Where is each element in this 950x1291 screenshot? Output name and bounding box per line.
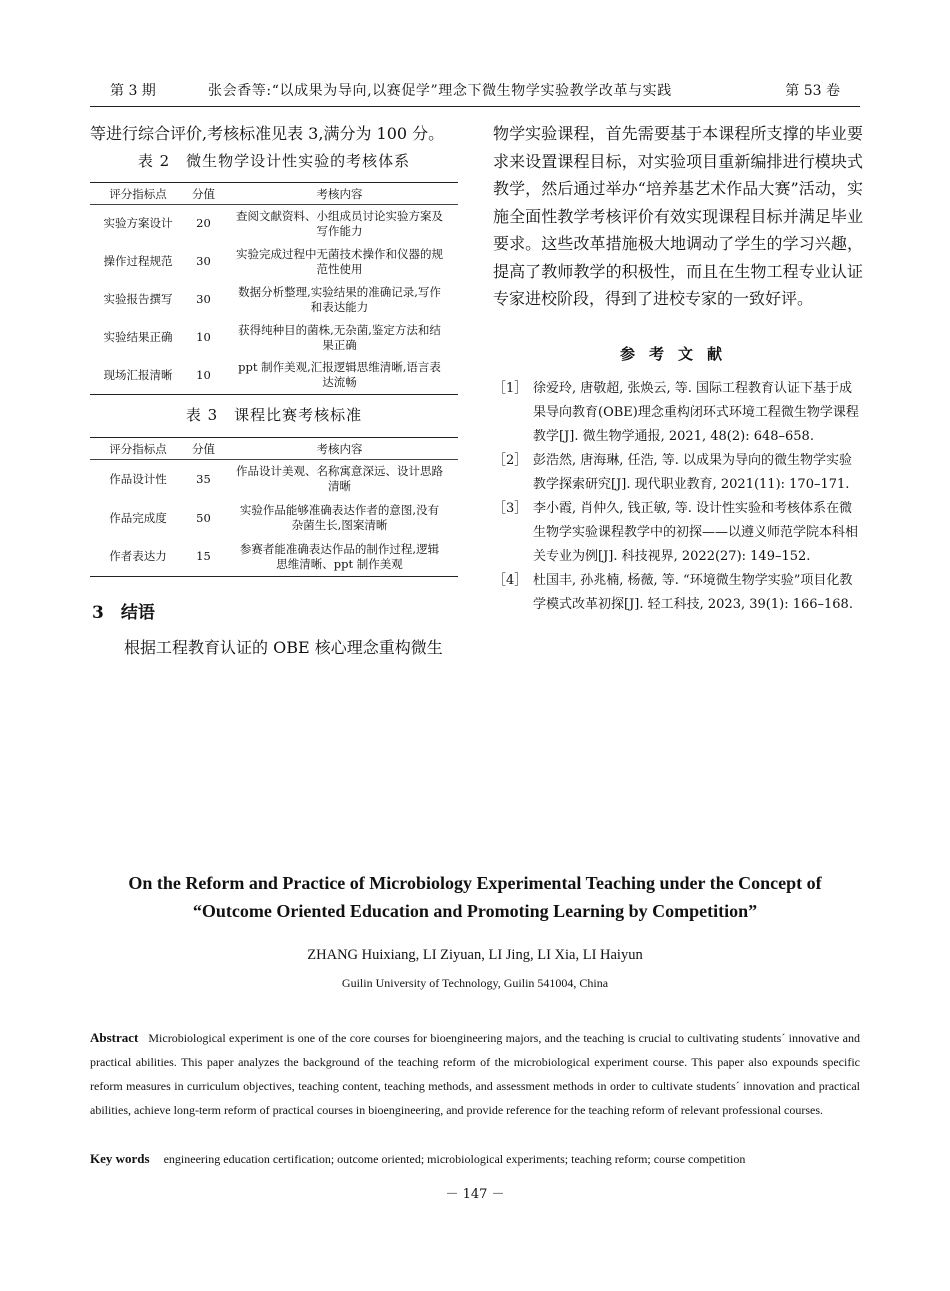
abstract-text: Microbiological experiment is one of the core courses for bioengineering majors, and the teaching is crucial to cultivating students´ innovative and practical abilities. This paper analyzes the background of the teaching reform of the microbiological experiment course. This paper also expounds specific reform measures in curriculum objectives, teaching content, teaching methods, and assessment methods in order to cultivate students´ innovation and practical abilities, achieve long-term reform of practical courses in bioengineering, and provide reference for the teaching reform of relevant professional courses.: [90, 1031, 860, 1117]
references-title: 参考文献: [619, 345, 736, 363]
abstract-label: Abstract: [90, 1030, 139, 1045]
reference-text: 杜国丰, 孙兆楠, 杨薇, 等. “环境微生物学实验”项目化教学模式改革初探[J]. 轻工科技, 2023, 39(1): 166–168.: [533, 573, 853, 612]
cell-score: 10: [196, 330, 211, 344]
cell-item: 实验方案设计: [103, 216, 173, 231]
cell-content: 参赛者能准确表达作品的制作过程,逻辑思维清晰、ppt 制作美观: [239, 541, 440, 571]
cell-content: 查阅文献资料、小组成员讨论实验方案及写作能力: [236, 208, 443, 238]
cell-item: 作品设计性: [109, 471, 167, 486]
english-keywords: [90, 1147, 860, 1171]
table2-header-score: 分值: [186, 183, 221, 205]
reference-text: 彭浩然, 唐海琳, 任浩, 等. 以成果为导向的微生物学实验教学探索研究[J]. 现代职业教育, 2021(11): 170–171.: [533, 453, 853, 492]
cell-item: 实验结果正确: [103, 330, 173, 344]
cell-item: 作品完成度: [109, 510, 167, 525]
cell-content: 作品设计美观、名称寓意深远、设计思路清晰: [236, 464, 443, 494]
table2-header-content: 考核内容: [221, 183, 458, 205]
english-title-line2: “Outcome Oriented Education and Promoting Learning by Competition”: [192, 901, 758, 921]
conclusion-continued: 物学实验课程，首先需要基于本课程所支撑的毕业要求来设置课程目标，对实验项目重新编排进行模块式教学，然后通过举办“培养基艺术作品大赛”活动，实施全面性教学考核评价有效实现课程目标并满足毕业要求。这些改革措施极大地调动了学生的学习兴趣，提高了教师教学的积极性，而且在生物工程专业认证专家进校阶段，得到了进校专家的一致好评。: [493, 124, 863, 308]
english-title-line1: On the Reform and Practice of Microbiology Experimental Teaching under the Concept of: [128, 873, 822, 893]
page-number: － 147 －: [445, 1187, 505, 1202]
table3-header-content: 考核内容: [221, 438, 458, 460]
reference-number: ［4］: [493, 573, 528, 588]
cell-content: ppt 制作美观,汇报逻辑思维清晰,语言表达流畅: [238, 360, 441, 390]
table-row: [90, 499, 458, 538]
cell-content: 获得纯种目的菌株,无杂菌,鉴定方法和结果正确: [238, 322, 441, 352]
cell-score: 50: [196, 510, 211, 525]
cell-item: 操作过程规范: [103, 254, 173, 268]
reference-number: ［1］: [493, 381, 528, 396]
cell-item: 作者表达力: [109, 549, 167, 564]
table3-header-item: 评分指标点: [90, 438, 186, 460]
cell-content: 实验完成过程中无菌技术操作和仪器的规范性使用: [236, 246, 443, 276]
references-list: [493, 377, 863, 617]
table-row: [90, 319, 458, 357]
cell-item: 实验报告撰写: [103, 292, 173, 306]
cell-content: 数据分析整理,实验结果的准确记录,写作和表达能力: [238, 284, 441, 314]
cell-score: 30: [196, 254, 211, 268]
reference-text: 李小霞, 肖仲久, 钱正敏, 等. 设计性实验和考核体系在微生物学实验课程教学中的初探——以遵义师范学院本科相关专业为例[J]. 科技视界, 2022(27): 149–152.: [533, 501, 859, 564]
reference-text: 徐爱玲, 唐敬超, 张焕云, 等. 国际工程教育认证下基于成果导向教育(OBE)理念重构闭环式环境工程微生物学课程教学[J]. 微生物学通报, 2021, 48(2): 648–658.: [533, 381, 859, 444]
table2: [90, 182, 458, 395]
english-authors: ZHANG Huixiang, LI Ziyuan, LI Jing, LI Xia, LI Haiyun: [307, 947, 643, 963]
table3: [90, 437, 458, 577]
cell-score: 30: [196, 292, 211, 306]
reference-item: [493, 449, 863, 497]
table-row: [90, 460, 458, 499]
table-row: [90, 205, 458, 243]
cell-score: 10: [196, 367, 211, 382]
table3-caption: 表 3 课程比赛考核标准: [185, 406, 363, 424]
cell-item: 现场汇报清晰: [103, 367, 173, 382]
header-title: 张会香等:“以成果为导向,以赛促学”理念下微生物学实验教学改革与实践: [208, 83, 672, 99]
issue-label: 第 3 期: [110, 83, 156, 99]
keywords-label: Key words: [90, 1151, 150, 1166]
reference-item: [493, 497, 863, 569]
table-row: [90, 281, 458, 319]
intro-text: 等进行综合评价,考核标准见表 3,满分为 100 分。: [90, 124, 445, 143]
english-affiliation: Guilin University of Technology, Guilin 541004, China: [341, 976, 609, 990]
volume-label: 第 53 卷: [785, 83, 840, 99]
cell-score: 20: [196, 216, 211, 231]
reference-number: ［2］: [493, 453, 528, 468]
reference-item: [493, 569, 863, 617]
section-title: 3 结语: [92, 603, 155, 623]
conclusion-start: 根据工程教育认证的 OBE 核心理念重构微生: [124, 638, 443, 657]
running-header: [90, 78, 860, 107]
table2-header-item: 评分指标点: [90, 183, 186, 205]
cell-score: 15: [196, 549, 211, 564]
reference-item: [493, 377, 863, 449]
english-title: [70, 869, 880, 925]
cell-content: 实验作品能够准确表达作者的意图,没有杂菌生长,图案清晰: [239, 503, 440, 532]
english-abstract: [90, 1026, 860, 1122]
keywords-text: engineering education certification; outcome oriented; microbiological experiments; teaching reform; course competition: [163, 1152, 746, 1166]
cell-score: 35: [196, 471, 211, 486]
reference-number: ［3］: [493, 501, 528, 516]
table-row: [90, 243, 458, 281]
table-row: [90, 357, 458, 395]
table3-header-score: 分值: [186, 438, 221, 460]
table2-caption: 表 2 微生物学设计性实验的考核体系: [137, 152, 411, 170]
table-row: [90, 538, 458, 577]
